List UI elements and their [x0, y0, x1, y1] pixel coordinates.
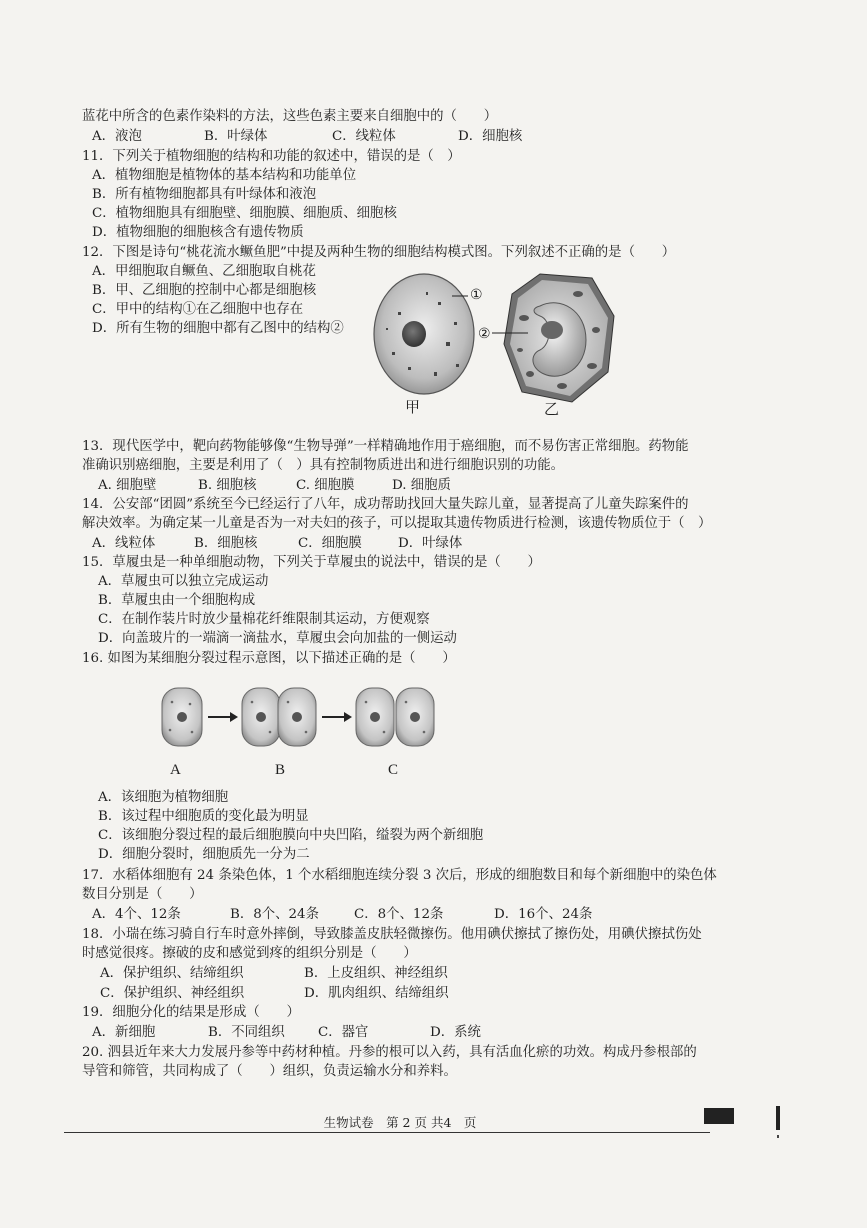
- option: C．细胞膜: [298, 536, 362, 551]
- q18-stem: 18．小瑞在练习骑自行车时意外摔倒，导致膝盖皮肤轻微擦伤。他用碘伏擦拭了擦伤处，用碘伏擦拭伤处: [82, 927, 702, 942]
- option: B．甲、乙细胞的控制中心都是细胞核: [92, 283, 317, 298]
- option: D．16个、24条: [494, 907, 593, 922]
- option: A．新细胞: [92, 1025, 156, 1040]
- option: B．草履虫由一个细胞构成: [98, 593, 256, 608]
- q19-options: [92, 1024, 692, 1042]
- option: D．所有生物的细胞中都有乙图中的结构②: [92, 321, 344, 336]
- option: B. 细胞核: [198, 478, 257, 493]
- caption-jia: 甲: [405, 398, 421, 416]
- figure-label-c: C: [388, 762, 399, 778]
- option: C．器官: [318, 1025, 369, 1040]
- figure-label-b: B: [275, 762, 286, 778]
- option: A．保护组织、结缔组织: [100, 966, 244, 981]
- option: D．肌肉组织、结缔组织: [304, 986, 449, 1001]
- q17-options: [92, 906, 712, 924]
- q13-stem: 13．现代医学中，靶向药物能够像“生物导弹”一样精确地作用于癌细胞，而不易伤害正常细胞。药物能: [82, 439, 689, 454]
- q18-options-row2: [100, 985, 700, 1003]
- q15-stem: 15．草履虫是一种单细胞动物，下列关于草履虫的说法中，错误的是（ ）: [82, 555, 541, 570]
- structure-label-1: ①: [470, 287, 483, 303]
- option: B．上皮组织、神经组织: [304, 966, 448, 981]
- q18-options-row1: [100, 965, 700, 983]
- option: A．植物细胞是植物体的基本结构和功能单位: [92, 168, 357, 183]
- option: D．细胞核: [458, 129, 523, 144]
- page-footer: 生物试卷 第 2 页 共4 页: [323, 1115, 477, 1130]
- option: C．植物细胞具有细胞壁、细胞膜、细胞质、细胞核: [92, 206, 397, 221]
- option: B．叶绿体: [204, 129, 268, 144]
- option: D．叶绿体: [398, 536, 463, 551]
- option: C．该细胞分裂过程的最后细胞膜向中央凹陷，缢裂为两个新细胞: [98, 828, 484, 843]
- q13-stem-cont: 准确识别癌细胞，主要是利用了（ ）具有控制物质进出和进行细胞识别的功能。: [82, 458, 565, 473]
- option: C．保护组织、神经组织: [100, 986, 245, 1001]
- option: A. 细胞壁: [98, 478, 157, 493]
- q10-options: [92, 128, 692, 146]
- option: C. 细胞膜: [296, 478, 355, 493]
- option: B．8个、24条: [230, 907, 319, 922]
- option: C．甲中的结构①在乙细胞中也存在: [92, 302, 304, 317]
- scan-mark: [777, 1135, 779, 1138]
- option: B．该过程中细胞质的变化最为明显: [98, 809, 309, 824]
- option: B．所有植物细胞都具有叶绿体和液泡: [92, 187, 317, 202]
- q20-stem: 20. 泗县近年来大力发展丹参等中药材种植。丹参的根可以入药，具有活血化瘀的功效。构成丹参根部的: [82, 1045, 697, 1060]
- q12-stem: 12．下图是诗句“桃花流水鳜鱼肥”中提及两种生物的细胞结构模式图。下列叙述不正确的是（ ）: [82, 245, 676, 260]
- q17-stem: 17．水稻体细胞有 24 条染色体，1 个水稻细胞连续分裂 3 次后，形成的细胞数目和每个新细胞中的染色体: [82, 868, 717, 883]
- q10-stem-cont: 蓝花中所含的色素作染料的方法，这些色素主要来自细胞中的（ ）: [82, 109, 498, 124]
- q14-stem-cont: 解决效率。为确定某一儿童是否为一对夫妇的孩子，可以提取其遗传物质进行检测，该遗传物质位于（ ）: [82, 516, 712, 531]
- q11-stem: 11．下列关于植物细胞的结构和功能的叙述中，错误的是（ ）: [82, 149, 461, 164]
- option: A．4个、12条: [92, 907, 181, 922]
- figure-label-a: A: [170, 762, 181, 778]
- footer-divider: [64, 1132, 710, 1133]
- option: A．甲细胞取自鳜鱼、乙细胞取自桃花: [92, 264, 316, 279]
- option: B．细胞核: [194, 536, 258, 551]
- option: A．线粒体: [92, 536, 156, 551]
- option: D．系统: [430, 1025, 481, 1040]
- label-line-2: [492, 326, 542, 340]
- option: D. 细胞质: [392, 478, 451, 493]
- option: A．草履虫可以独立完成运动: [98, 574, 269, 589]
- q14-stem: 14．公安部“团圆”系统至今已经运行了八年，成功帮助找回大量失踪儿童，显著提高了儿童失踪案件的: [82, 497, 689, 512]
- option: A．该细胞为植物细胞: [98, 790, 229, 805]
- option: C．在制作装片时放少量棉花纤维限制其运动，方便观察: [98, 612, 430, 627]
- option: C．线粒体: [332, 129, 396, 144]
- option: C．8个、12条: [354, 907, 444, 922]
- option: D．向盖玻片的一端滴一滴盐水，草履虫会向加盐的一侧运动: [98, 631, 457, 646]
- q13-options: [98, 477, 698, 495]
- q17-stem-cont: 数目分别是（ ）: [82, 887, 203, 902]
- caption-yi: 乙: [544, 400, 560, 418]
- cell-division-figure: [158, 684, 448, 754]
- option: D．植物细胞的细胞核含有遗传物质: [92, 225, 304, 240]
- q18-stem-cont: 时感觉很疼。擦破的皮和感觉到疼的组织分别是（ ）: [82, 946, 417, 961]
- q19-stem: 19．细胞分化的结果是形成（ ）: [82, 1005, 300, 1020]
- q20-stem-cont: 导管和筛管，共同构成了（ ）组织，负责运输水分和养料。: [82, 1064, 457, 1079]
- q16-stem: 16. 如图为某细胞分裂过程示意图，以下描述正确的是（ ）: [82, 651, 456, 666]
- option: D．细胞分裂时，细胞质先一分为二: [98, 847, 310, 862]
- structure-label-2: ②: [478, 326, 491, 342]
- option: B．不同组织: [208, 1025, 285, 1040]
- q14-options: [92, 535, 692, 553]
- option: A．液泡: [92, 129, 142, 144]
